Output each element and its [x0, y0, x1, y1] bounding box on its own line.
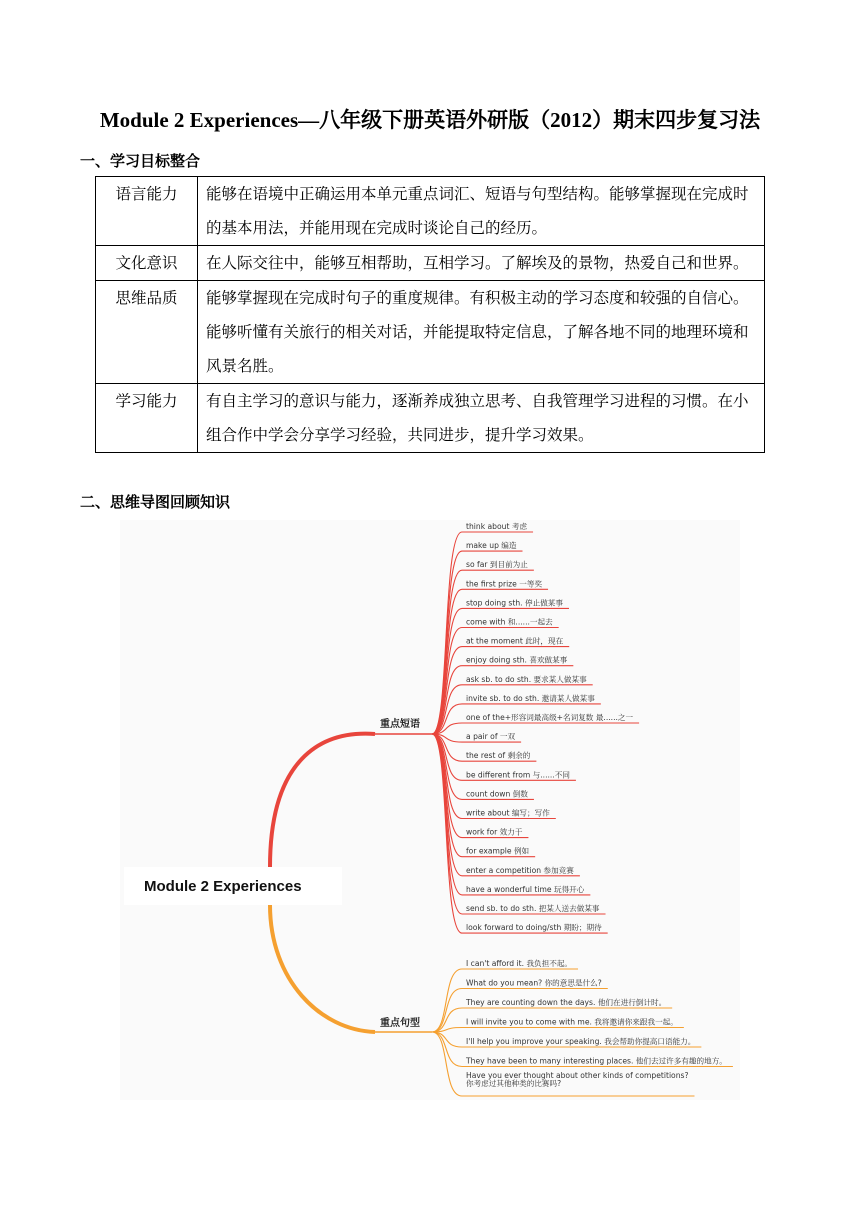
section-heading-mindmap: 二、思维导图回顾知识 — [80, 493, 231, 511]
goal-label: 思维品质 — [96, 281, 198, 384]
mind-map-phrase: be different from 与......不同 — [466, 770, 570, 780]
goal-description: 在人际交往中，能够互相帮助，互相学习。了解埃及的景物，热爱自己和世界。 — [198, 246, 765, 281]
mind-map-sentence: They are counting down the days. 他们在进行倒计时。 — [466, 998, 667, 1007]
mind-map-phrase: for example 例如 — [466, 846, 530, 856]
mind-map-sentence: I can't afford it. 我负担不起。 — [466, 959, 573, 968]
goal-label: 文化意识 — [96, 246, 198, 281]
mind-map-phrase: think about 考虑 — [466, 522, 528, 531]
mind-map-phrase: have a wonderful time 玩得开心 — [466, 884, 585, 894]
mind-map-sentence: 你考虑过其他种类的比赛吗? — [466, 1079, 562, 1088]
table-row — [96, 384, 765, 453]
mind-map-phrase: enter a competition 参加竞赛 — [466, 865, 574, 875]
mind-map-background — [120, 520, 740, 1100]
mind-map-root: Module 2 Experiences — [144, 878, 302, 895]
mind-map-phrase: the first prize 一等奖 — [466, 579, 543, 589]
mind-map-sentence: Have you ever thought about other kinds of competitions? — [466, 1071, 689, 1080]
mind-map-phrase: come with 和......一起去 — [466, 617, 553, 627]
table-row — [96, 281, 765, 384]
section-heading-goals: 一、学习目标整合 — [80, 152, 201, 170]
mind-map-sentence: I'll help you improve your speaking. 我会帮助你提高口语能力。 — [466, 1037, 696, 1046]
mind-map-phrase: at the moment 此时，现在 — [466, 636, 564, 646]
mind-map-phrase: ask sb. to do sth. 要求某人做某事 — [466, 674, 587, 684]
mind-map-sentence: I will invite you to come with me. 我将邀请你来跟我一起。 — [466, 1017, 678, 1027]
mind-map — [120, 520, 740, 1100]
mind-map-phrase: enjoy doing sth. 喜欢做某事 — [466, 655, 568, 665]
table-row — [96, 246, 765, 281]
mind-map-branch-phrases: 重点短语 — [380, 719, 420, 730]
mind-map-phrase: look forward to doing/sth 期盼；期待 — [466, 923, 602, 933]
mind-map-branch-sentences: 重点句型 — [380, 1018, 420, 1029]
goal-description: 能够掌握现在完成时句子的重度规律。有积极主动的学习态度和较强的自信心。能够听懂有关旅行的相关对话，并能提取特定信息，了解各地不同的地理环境和风景名胜。 — [198, 281, 765, 384]
mind-map-phrase: work for 效力于 — [466, 827, 523, 837]
goal-label: 学习能力 — [96, 384, 198, 453]
mind-map-sentence: What do you mean? 你的意思是什么? — [466, 978, 602, 988]
mind-map-phrase: write about 编写；写作 — [466, 808, 550, 818]
page-title: Module 2 Experiences—八年级下册英语外研版（2012）期末四步复习法 — [99, 108, 761, 132]
goal-description: 能够在语境中正确运用本单元重点词汇、短语与句型结构。能够掌握现在完成时的基本用法，并能用现在完成时谈论自己的经历。 — [198, 177, 765, 246]
mind-map-phrase: make up 编造 — [466, 541, 517, 551]
mind-map-sentence: They have been to many interesting places. 他们去过许多有趣的地方。 — [466, 1056, 727, 1066]
table-row — [96, 177, 765, 246]
goal-label: 语言能力 — [96, 177, 198, 246]
goals-table — [95, 176, 765, 453]
mind-map-phrase: the rest of 剩余的 — [466, 751, 531, 761]
mind-map-phrase: a pair of 一双 — [466, 732, 516, 742]
mind-map-phrase: stop doing sth. 停止做某事 — [466, 598, 563, 608]
mind-map-phrase: send sb. to do sth. 把某人送去做某事 — [466, 904, 600, 913]
mind-map-phrase: invite sb. to do sth. 邀请某人做某事 — [466, 693, 595, 703]
mind-map-phrase: one of the+形容词最高级+名词复数 最......之一 — [466, 713, 634, 722]
goal-description: 有自主学习的意识与能力，逐渐养成独立思考、自我管理学习进程的习惯。在小组合作中学会分享学习经验，共同进步，提升学习效果。 — [198, 384, 765, 453]
mind-map-phrase: count down 倒数 — [466, 789, 528, 799]
mind-map-phrase: so far 到目前为止 — [466, 560, 528, 570]
